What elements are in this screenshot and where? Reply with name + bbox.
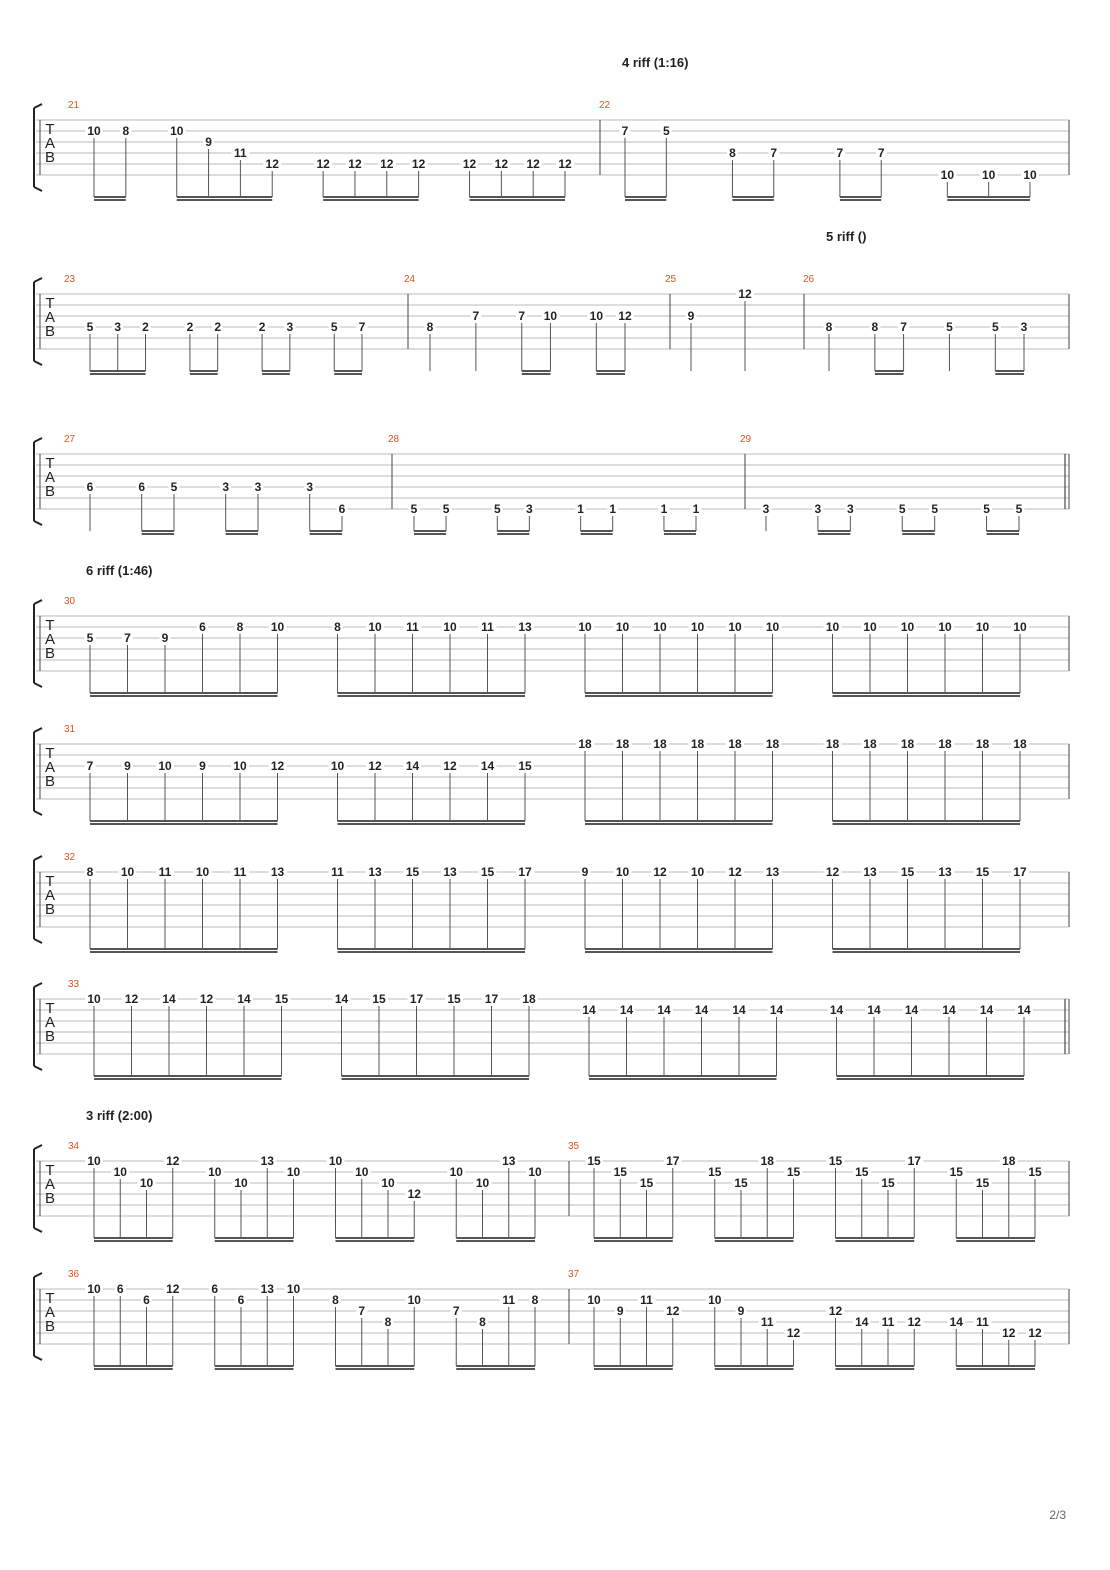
fret-number: 10 bbox=[87, 992, 101, 1006]
fret-number: 11 bbox=[158, 865, 172, 879]
fret-number: 17 bbox=[907, 1154, 921, 1168]
fret-number: 12 bbox=[526, 157, 540, 171]
fret-number: 5 bbox=[330, 320, 338, 334]
fret-number: 13 bbox=[270, 865, 285, 879]
system-bracket bbox=[34, 600, 42, 687]
measure-number: 26 bbox=[803, 274, 815, 285]
fret-number: 3 bbox=[1020, 320, 1028, 334]
fret-number: 9 bbox=[581, 865, 589, 879]
fret-number: 12 bbox=[738, 287, 752, 301]
fret-number: 18 bbox=[615, 737, 630, 751]
fret-number: 10 bbox=[270, 620, 285, 634]
fret-number: 8 bbox=[871, 320, 879, 334]
fret-number: 9 bbox=[205, 135, 212, 149]
fret-number: 11 bbox=[331, 865, 344, 879]
fret-number: 10 bbox=[139, 1176, 154, 1190]
fret-number: 10 bbox=[87, 1282, 101, 1296]
fret-number: 12 bbox=[270, 759, 285, 773]
fret-number: 14 bbox=[867, 1003, 881, 1017]
fret-number: 15 bbox=[708, 1165, 722, 1179]
fret-number: 5 bbox=[983, 502, 990, 516]
fret-number: 10 bbox=[328, 1154, 343, 1168]
system-bracket bbox=[34, 278, 42, 365]
fret-number: 6 bbox=[86, 480, 94, 494]
fret-number: 2 bbox=[142, 320, 149, 334]
fret-number: 9 bbox=[616, 1304, 624, 1318]
fret-number: 18 bbox=[1013, 737, 1027, 751]
measure-number: 23 bbox=[64, 274, 76, 285]
fret-number: 1 bbox=[660, 502, 668, 516]
fret-number: 13 bbox=[863, 865, 877, 879]
fret-number: 14 bbox=[237, 992, 251, 1006]
tab-clef-letter: A bbox=[44, 631, 56, 648]
fret-number: 10 bbox=[900, 620, 915, 634]
measure-number: 29 bbox=[740, 434, 752, 445]
measure-number: 37 bbox=[568, 1269, 580, 1280]
fret-number: 14 bbox=[979, 1003, 994, 1017]
fret-number: 13 bbox=[765, 865, 780, 879]
fret-number: 3 bbox=[526, 502, 533, 516]
fret-number: 12 bbox=[907, 1315, 921, 1329]
fret-number: 10 bbox=[381, 1176, 395, 1190]
fret-number: 7 bbox=[86, 759, 94, 773]
fret-number: 18 bbox=[975, 737, 990, 751]
fret-number: 14 bbox=[582, 1003, 596, 1017]
fret-number: 10 bbox=[208, 1165, 222, 1179]
fret-number: 3 bbox=[286, 320, 294, 334]
fret-number: 8 bbox=[122, 124, 130, 138]
fret-number: 12 bbox=[411, 157, 426, 171]
fret-number: 5 bbox=[410, 502, 418, 516]
fret-number: 3 bbox=[306, 480, 314, 494]
fret-number: 8 bbox=[86, 865, 94, 879]
fret-number: 10 bbox=[233, 759, 247, 773]
fret-number: 12 bbox=[265, 157, 279, 171]
fret-number: 12 bbox=[558, 157, 572, 171]
fret-number: 10 bbox=[938, 620, 952, 634]
fret-number: 10 bbox=[170, 124, 184, 138]
fret-number: 11 bbox=[502, 1293, 516, 1307]
fret-number: 11 bbox=[233, 865, 247, 879]
fret-number: 18 bbox=[690, 737, 705, 751]
fret-number: 10 bbox=[475, 1176, 490, 1190]
fret-number: 10 bbox=[449, 1165, 463, 1179]
fret-number: 3 bbox=[254, 480, 262, 494]
fret-number: 12 bbox=[380, 157, 394, 171]
fret-number: 15 bbox=[828, 1154, 843, 1168]
tab-clef-letter: A bbox=[44, 1176, 56, 1193]
fret-number: 8 bbox=[236, 620, 244, 634]
fret-number: 9 bbox=[161, 631, 169, 645]
fret-number: 7 bbox=[621, 124, 629, 138]
fret-number: 15 bbox=[613, 1165, 627, 1179]
fret-number: 14 bbox=[657, 1003, 671, 1017]
fret-number: 17 bbox=[409, 992, 424, 1006]
tab-clef-letter: T bbox=[45, 1290, 55, 1307]
fret-number: 10 bbox=[863, 620, 877, 634]
measure-number: 22 bbox=[599, 100, 611, 111]
fret-number: 15 bbox=[587, 1154, 601, 1168]
fret-number: 12 bbox=[494, 157, 509, 171]
fret-number: 10 bbox=[528, 1165, 542, 1179]
measure-number: 33 bbox=[68, 979, 80, 990]
fret-number: 6 bbox=[338, 502, 346, 516]
fret-number: 10 bbox=[407, 1293, 421, 1307]
fret-number: 17 bbox=[518, 865, 532, 879]
tab-clef-letter: B bbox=[44, 1318, 56, 1335]
fret-number: 11 bbox=[881, 1315, 895, 1329]
system-bracket bbox=[34, 983, 42, 1070]
fret-number: 18 bbox=[938, 737, 952, 751]
fret-number: 14 bbox=[480, 759, 495, 773]
fret-number: 8 bbox=[531, 1293, 539, 1307]
staff-system bbox=[34, 600, 1069, 696]
measure-number: 27 bbox=[64, 434, 76, 445]
fret-number: 15 bbox=[900, 865, 915, 879]
tab-clef-letter: T bbox=[45, 1000, 55, 1017]
fret-number: 10 bbox=[981, 168, 996, 182]
fret-number: 15 bbox=[447, 992, 461, 1006]
fret-number: 10 bbox=[195, 865, 210, 879]
staff-system bbox=[34, 104, 1069, 200]
fret-number: 10 bbox=[368, 620, 382, 634]
fret-number: 9 bbox=[737, 1304, 745, 1318]
measure-number: 28 bbox=[388, 434, 400, 445]
fret-number: 7 bbox=[836, 146, 844, 160]
fret-number: 15 bbox=[639, 1176, 654, 1190]
tab-clef-letter: B bbox=[44, 901, 56, 918]
fret-number: 12 bbox=[166, 1282, 180, 1296]
fret-number: 5 bbox=[442, 502, 450, 516]
fret-number: 18 bbox=[765, 737, 780, 751]
fret-number: 2 bbox=[258, 320, 266, 334]
measure-number: 25 bbox=[665, 274, 677, 285]
fret-number: 13 bbox=[368, 865, 382, 879]
fret-number: 5 bbox=[991, 320, 999, 334]
fret-number: 7 bbox=[358, 320, 366, 334]
riff-label: 6 riff (1:46) bbox=[86, 563, 153, 578]
fret-number: 6 bbox=[138, 480, 146, 494]
fret-number: 12 bbox=[199, 992, 214, 1006]
fret-number: 7 bbox=[900, 320, 907, 334]
fret-number: 12 bbox=[1002, 1326, 1016, 1340]
fret-number: 10 bbox=[825, 620, 840, 634]
fret-number: 5 bbox=[662, 124, 670, 138]
fret-number: 14 bbox=[904, 1003, 919, 1017]
fret-number: 3 bbox=[846, 502, 854, 516]
fret-number: 13 bbox=[502, 1154, 516, 1168]
measure-number: 21 bbox=[68, 100, 80, 111]
fret-number: 12 bbox=[124, 992, 139, 1006]
tab-clef-letter: T bbox=[45, 295, 55, 312]
system-bracket bbox=[34, 438, 42, 525]
fret-number: 14 bbox=[162, 992, 176, 1006]
system-bracket bbox=[34, 104, 42, 191]
fret-number: 12 bbox=[407, 1187, 421, 1201]
fret-number: 14 bbox=[769, 1003, 784, 1017]
fret-number: 14 bbox=[619, 1003, 634, 1017]
fret-number: 8 bbox=[332, 1293, 339, 1307]
staff-system bbox=[34, 983, 1069, 1079]
fret-number: 15 bbox=[734, 1176, 748, 1190]
fret-number: 2 bbox=[214, 320, 222, 334]
fret-number: 10 bbox=[543, 309, 558, 323]
fret-number: 10 bbox=[765, 620, 780, 634]
fret-number: 8 bbox=[426, 320, 434, 334]
fret-number: 12 bbox=[316, 157, 330, 171]
fret-number: 7 bbox=[518, 309, 526, 323]
fret-number: 10 bbox=[690, 620, 705, 634]
fret-number: 1 bbox=[692, 502, 700, 516]
fret-number: 15 bbox=[975, 865, 990, 879]
staff-system bbox=[34, 438, 1069, 534]
fret-number: 14 bbox=[942, 1003, 956, 1017]
tab-clef-letter: B bbox=[44, 149, 56, 166]
fret-number: 8 bbox=[334, 620, 341, 634]
tab-clef-letter: T bbox=[45, 1162, 55, 1179]
fret-number: 15 bbox=[372, 992, 386, 1006]
system-bracket bbox=[34, 856, 42, 943]
fret-number: 1 bbox=[609, 502, 617, 516]
system-bracket bbox=[34, 728, 42, 815]
tab-clef-letter: A bbox=[44, 1304, 56, 1321]
fret-number: 7 bbox=[472, 309, 480, 323]
tab-clef-letter: B bbox=[44, 323, 56, 340]
fret-number: 3 bbox=[222, 480, 230, 494]
tab-clef-letter: T bbox=[45, 745, 55, 762]
fret-number: 6 bbox=[199, 620, 206, 634]
fret-number: 12 bbox=[618, 309, 632, 323]
fret-number: 18 bbox=[900, 737, 915, 751]
fret-number: 15 bbox=[1028, 1165, 1042, 1179]
fret-number: 12 bbox=[666, 1304, 680, 1318]
fret-number: 13 bbox=[260, 1282, 274, 1296]
measure-number: 32 bbox=[64, 852, 76, 863]
fret-number: 10 bbox=[87, 1154, 101, 1168]
fret-number: 3 bbox=[814, 502, 822, 516]
fret-number: 10 bbox=[975, 620, 990, 634]
measure-number: 31 bbox=[64, 724, 76, 735]
fret-number: 13 bbox=[443, 865, 457, 879]
riff-label: 5 riff () bbox=[826, 229, 867, 244]
measure-number: 24 bbox=[404, 274, 416, 285]
fret-number: 10 bbox=[443, 620, 457, 634]
fret-number: 18 bbox=[760, 1154, 774, 1168]
fret-number: 15 bbox=[786, 1165, 801, 1179]
fret-number: 10 bbox=[286, 1165, 301, 1179]
fret-number: 13 bbox=[938, 865, 952, 879]
fret-number: 17 bbox=[666, 1154, 680, 1168]
fret-number: 5 bbox=[898, 502, 906, 516]
fret-number: 14 bbox=[405, 759, 420, 773]
tab-clef-letter: A bbox=[44, 887, 56, 904]
fret-number: 10 bbox=[1013, 620, 1027, 634]
fret-number: 12 bbox=[828, 1304, 843, 1318]
fret-number: 18 bbox=[522, 992, 536, 1006]
fret-number: 10 bbox=[728, 620, 742, 634]
fret-number: 10 bbox=[1023, 168, 1037, 182]
fret-number: 15 bbox=[855, 1165, 869, 1179]
tab-clef-letter: A bbox=[44, 759, 56, 776]
fret-number: 9 bbox=[687, 309, 695, 323]
fret-number: 18 bbox=[653, 737, 667, 751]
tab-clef-letter: T bbox=[45, 121, 55, 138]
tab-clef-letter: B bbox=[44, 1190, 56, 1207]
fret-number: 14 bbox=[829, 1003, 844, 1017]
fret-number: 14 bbox=[732, 1003, 746, 1017]
fret-number: 10 bbox=[234, 1176, 248, 1190]
fret-number: 18 bbox=[1002, 1154, 1016, 1168]
fret-number: 17 bbox=[1013, 865, 1027, 879]
fret-number: 8 bbox=[384, 1315, 392, 1329]
fret-number: 3 bbox=[762, 502, 770, 516]
fret-number: 12 bbox=[786, 1326, 801, 1340]
measure-number: 35 bbox=[568, 1141, 580, 1152]
system-bracket bbox=[34, 1273, 42, 1360]
tab-clef-letter: B bbox=[44, 645, 56, 662]
fret-number: 14 bbox=[949, 1315, 963, 1329]
fret-number: 7 bbox=[770, 146, 778, 160]
tab-clef-letter: B bbox=[44, 773, 56, 790]
fret-number: 7 bbox=[124, 631, 131, 645]
tab-clef-letter: A bbox=[44, 135, 56, 152]
fret-number: 8 bbox=[479, 1315, 486, 1329]
fret-number: 10 bbox=[615, 865, 630, 879]
fret-number: 10 bbox=[330, 759, 345, 773]
tab-clef-letter: T bbox=[45, 873, 55, 890]
fret-number: 7 bbox=[877, 146, 885, 160]
fret-number: 12 bbox=[348, 157, 362, 171]
fret-number: 6 bbox=[211, 1282, 219, 1296]
fret-number: 10 bbox=[120, 865, 135, 879]
tab-clef-letter: A bbox=[44, 309, 56, 326]
fret-number: 11 bbox=[976, 1315, 989, 1329]
fret-number: 10 bbox=[708, 1293, 722, 1307]
fret-number: 14 bbox=[694, 1003, 709, 1017]
fret-number: 10 bbox=[158, 759, 172, 773]
fret-number: 11 bbox=[760, 1315, 774, 1329]
tab-clef-letter: B bbox=[44, 1028, 56, 1045]
fret-number: 6 bbox=[116, 1282, 124, 1296]
fret-number: 5 bbox=[1015, 502, 1023, 516]
tab-clef-letter: A bbox=[44, 469, 56, 486]
fret-number: 12 bbox=[462, 157, 477, 171]
fret-number: 12 bbox=[443, 759, 457, 773]
fret-number: 6 bbox=[237, 1293, 245, 1307]
fret-number: 5 bbox=[170, 480, 178, 494]
fret-number: 14 bbox=[1017, 1003, 1031, 1017]
fret-number: 2 bbox=[186, 320, 194, 334]
fret-number: 10 bbox=[940, 168, 955, 182]
fret-number: 10 bbox=[653, 620, 667, 634]
riff-label: 4 riff (1:16) bbox=[622, 55, 689, 70]
fret-number: 5 bbox=[86, 631, 94, 645]
fret-number: 13 bbox=[518, 620, 532, 634]
fret-number: 11 bbox=[234, 146, 247, 160]
fret-number: 14 bbox=[855, 1315, 869, 1329]
fret-number: 5 bbox=[931, 502, 939, 516]
fret-number: 10 bbox=[589, 309, 604, 323]
fret-number: 12 bbox=[728, 865, 742, 879]
fret-number: 18 bbox=[863, 737, 877, 751]
fret-number: 10 bbox=[615, 620, 630, 634]
tab-clef-letter: T bbox=[45, 617, 55, 634]
fret-number: 10 bbox=[690, 865, 705, 879]
page-number: 2/3 bbox=[1049, 1508, 1066, 1522]
fret-number: 5 bbox=[493, 502, 501, 516]
fret-number: 12 bbox=[166, 1154, 180, 1168]
fret-number: 14 bbox=[334, 992, 349, 1006]
measure-number: 30 bbox=[64, 596, 76, 607]
fret-number: 10 bbox=[87, 124, 101, 138]
fret-number: 10 bbox=[355, 1165, 369, 1179]
fret-number: 5 bbox=[86, 320, 94, 334]
fret-number: 11 bbox=[481, 620, 494, 634]
fret-number: 9 bbox=[199, 759, 206, 773]
fret-number: 7 bbox=[358, 1304, 366, 1318]
fret-number: 5 bbox=[946, 320, 953, 334]
fret-number: 13 bbox=[260, 1154, 274, 1168]
system-bracket bbox=[34, 1145, 42, 1232]
fret-number: 12 bbox=[368, 759, 382, 773]
fret-number: 15 bbox=[518, 759, 532, 773]
fret-number: 18 bbox=[825, 737, 840, 751]
tab-clef-letter: T bbox=[45, 455, 55, 472]
fret-number: 10 bbox=[587, 1293, 601, 1307]
riff-label: 3 riff (2:00) bbox=[86, 1108, 153, 1123]
fret-number: 15 bbox=[881, 1176, 895, 1190]
fret-number: 15 bbox=[480, 865, 495, 879]
fret-number: 18 bbox=[728, 737, 742, 751]
fret-number: 7 bbox=[452, 1304, 460, 1318]
fret-number: 17 bbox=[484, 992, 499, 1006]
fret-number: 10 bbox=[113, 1165, 127, 1179]
fret-number: 15 bbox=[274, 992, 289, 1006]
fret-number: 10 bbox=[286, 1282, 301, 1296]
fret-number: 11 bbox=[640, 1293, 653, 1307]
fret-number: 15 bbox=[949, 1165, 963, 1179]
fret-number: 6 bbox=[143, 1293, 150, 1307]
fret-number: 11 bbox=[406, 620, 419, 634]
fret-number: 10 bbox=[578, 620, 592, 634]
fret-number: 15 bbox=[975, 1176, 990, 1190]
measure-number: 36 bbox=[68, 1269, 80, 1280]
fret-number: 12 bbox=[653, 865, 667, 879]
fret-number: 9 bbox=[124, 759, 131, 773]
tab-clef-letter: B bbox=[44, 483, 56, 500]
tab-clef-letter: A bbox=[44, 1014, 56, 1031]
fret-number: 8 bbox=[729, 146, 736, 160]
fret-number: 18 bbox=[578, 737, 592, 751]
fret-number: 3 bbox=[114, 320, 122, 334]
measure-number: 34 bbox=[68, 1141, 80, 1152]
fret-number: 12 bbox=[1028, 1326, 1042, 1340]
fret-number: 8 bbox=[825, 320, 833, 334]
fret-number: 15 bbox=[405, 865, 420, 879]
fret-number: 1 bbox=[577, 502, 584, 516]
fret-number: 12 bbox=[825, 865, 840, 879]
